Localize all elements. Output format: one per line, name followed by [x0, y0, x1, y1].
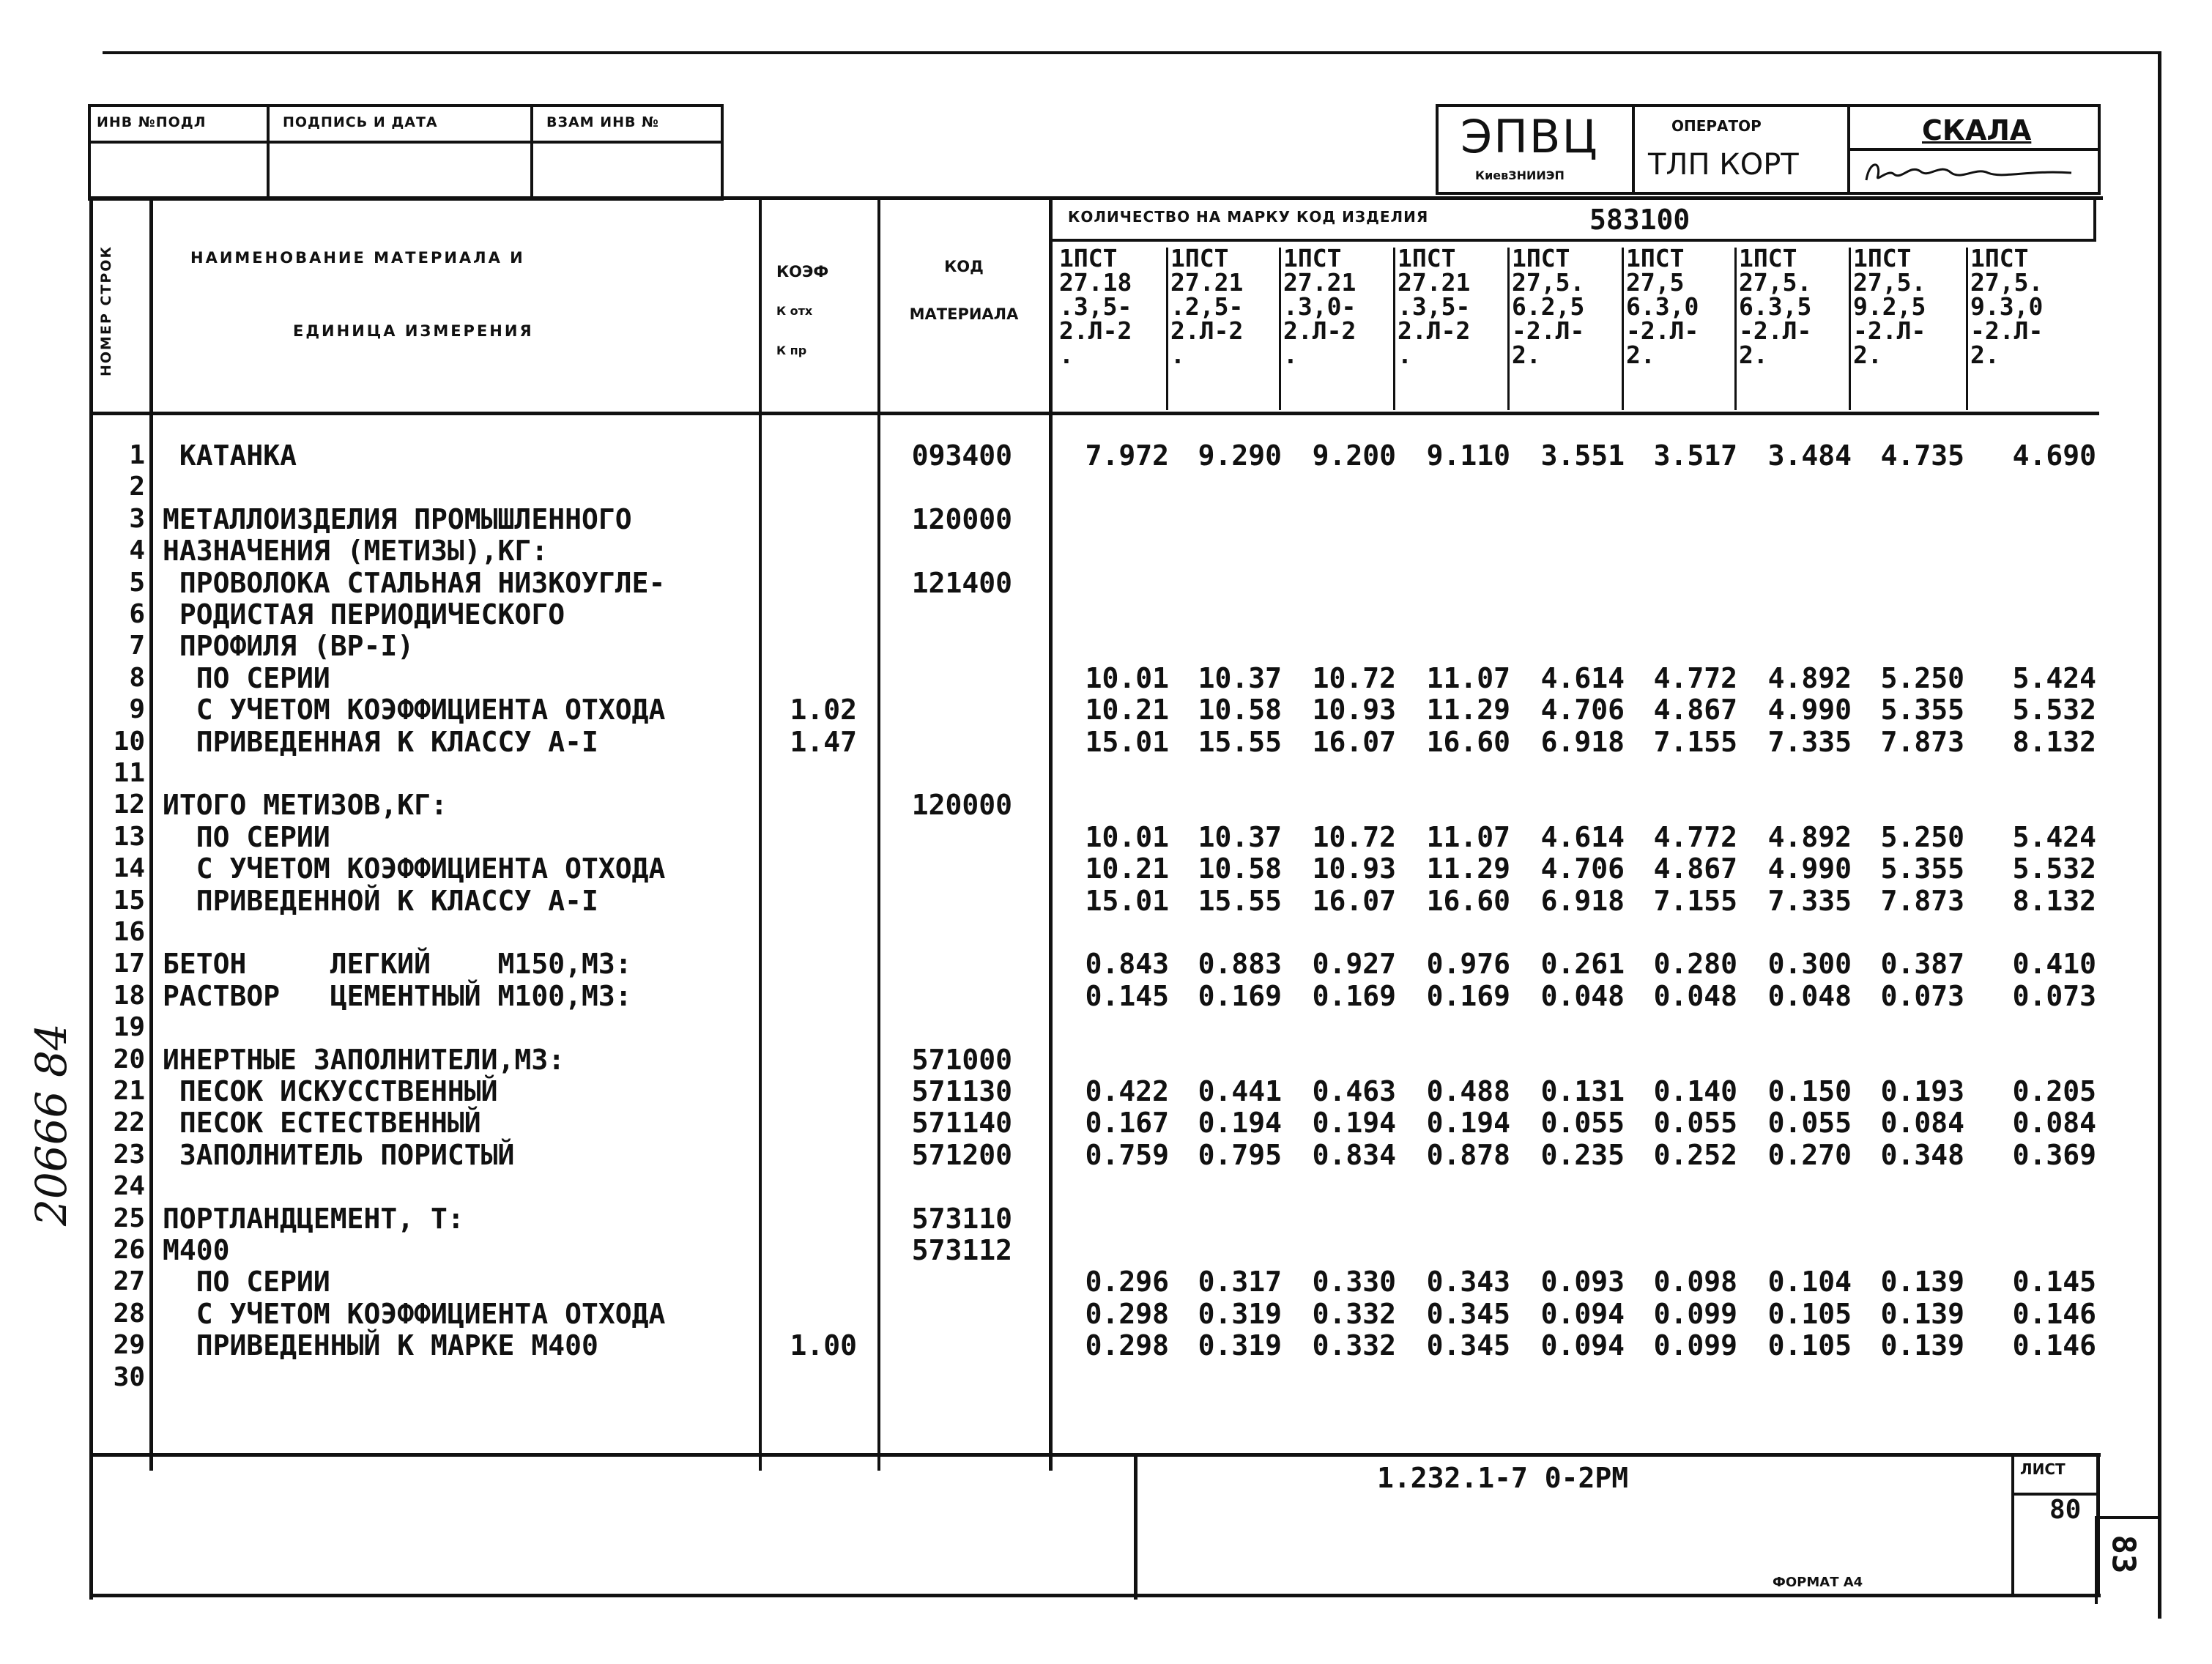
row-number: 10	[113, 727, 145, 757]
material-code: 571000	[911, 1044, 1012, 1076]
quantity-cell: 0.927	[1312, 948, 1396, 980]
quantity-cell: 0.048	[1540, 980, 1625, 1012]
quantity-cell: 0.300	[1767, 948, 1852, 980]
row-number: 24	[113, 1171, 145, 1201]
stamp-inv-label: ИНВ №ПОДЛ	[97, 114, 207, 130]
signature-image	[1859, 154, 2079, 186]
mark-header-6: 1ПСТ 27,5 6.3,0 -2.Л- 2.	[1626, 244, 1699, 369]
quantity-cell: 0.150	[1767, 1075, 1852, 1107]
quantity-cell: 9.110	[1426, 439, 1510, 472]
quantity-cell: 0.073	[2012, 980, 2096, 1012]
footer-bottom-line	[89, 1594, 2101, 1597]
quantity-cell: 9.200	[1312, 439, 1396, 472]
quantity-cell: 0.105	[1767, 1329, 1852, 1362]
quantity-cell: 0.441	[1198, 1075, 1282, 1107]
mark-header-4: 1ПСТ 27.21 .3,5- 2.Л-2 .	[1398, 244, 1471, 369]
quantity-cell: 11.29	[1426, 694, 1510, 726]
frame-top-line	[103, 51, 2161, 54]
quantity-cell: 3.551	[1540, 439, 1625, 472]
row-number: 25	[113, 1203, 145, 1233]
quantity-cell: 10.21	[1085, 694, 1169, 726]
quantity-cell: 7.873	[1880, 885, 1964, 917]
header-coef	[776, 252, 828, 371]
margin-number-box	[7, 952, 95, 1230]
quantity-cell: 0.055	[1540, 1107, 1625, 1139]
quantity-cell: 11.29	[1426, 853, 1510, 885]
quantity-cell: 0.235	[1540, 1139, 1625, 1171]
quantity-cell: 15.01	[1085, 885, 1169, 917]
quantity-cell: 0.280	[1653, 948, 1737, 980]
quantity-cell: 0.759	[1085, 1139, 1169, 1171]
page-number: 83	[2104, 1534, 2142, 1574]
quantity-cell: 0.387	[1880, 948, 1964, 980]
material-code: 121400	[911, 567, 1012, 599]
quantity-cell: 15.01	[1085, 726, 1169, 758]
material-code: 573112	[911, 1234, 1012, 1266]
mark-divider-5	[1622, 248, 1624, 410]
row-number: 9	[129, 694, 145, 724]
quantity-cell: 0.099	[1653, 1298, 1737, 1330]
page-box-left	[2095, 1516, 2098, 1604]
quantity-cell: 0.140	[1653, 1075, 1737, 1107]
coefficient: 1.47	[790, 726, 857, 758]
material-name: ПО СЕРИИ	[163, 662, 330, 694]
quantity-cell: 0.332	[1312, 1329, 1396, 1362]
material-code: 120000	[911, 503, 1012, 535]
quantity-cell: 0.084	[2012, 1107, 2096, 1139]
quantity-cell: 4.706	[1540, 853, 1625, 885]
quantity-cell: 0.193	[1880, 1075, 1964, 1107]
mark-header-9: 1ПСТ 27,5. 9.3,0 -2.Л- 2.	[1970, 244, 2044, 369]
material-name: М400	[163, 1234, 230, 1266]
quantity-cell: 0.194	[1312, 1107, 1396, 1139]
quantity-cell: 4.690	[2012, 439, 2096, 472]
quantity-cell: 10.58	[1198, 853, 1282, 885]
material-name: НАЗНАЧЕНИЯ (МЕТИЗЫ),КГ:	[163, 535, 549, 567]
quantity-cell: 0.976	[1426, 948, 1510, 980]
quantity-cell: 4.735	[1880, 439, 1964, 472]
quantity-cell: 0.139	[1880, 1329, 1964, 1362]
quantity-cell: 0.261	[1540, 948, 1625, 980]
doc-code: 1.232.1-7 0-2РМ	[1377, 1462, 1629, 1494]
margin-number: 20666 84	[26, 1023, 76, 1226]
material-name: ПРИВЕДЕННЫЙ К МАРКЕ М400	[163, 1329, 598, 1362]
mark-divider-2	[1279, 248, 1281, 410]
mark-header-7: 1ПСТ 27,5. 6.3,5 -2.Л- 2.	[1739, 244, 1812, 369]
quantity-cell: 4.614	[1540, 821, 1625, 853]
col-divider-right-top	[2093, 196, 2096, 240]
row-number: 12	[113, 790, 145, 820]
quantity-cell: 7.335	[1767, 726, 1852, 758]
quantity-cell: 7.155	[1653, 726, 1737, 758]
material-name: ПЕСОК ИСКУССТВЕННЫЙ	[163, 1075, 498, 1107]
quantity-cell: 9.290	[1198, 439, 1282, 472]
operator-value: ТЛП КОРТ	[1648, 148, 1799, 182]
quantity-cell: 16.60	[1426, 885, 1510, 917]
quantity-cell: 6.918	[1540, 726, 1625, 758]
quantity-cell: 0.048	[1767, 980, 1852, 1012]
material-name: ИТОГО МЕТИЗОВ,КГ:	[163, 789, 448, 821]
mark-divider-7	[1849, 248, 1851, 410]
header-material-line1: НАИМЕНОВАНИЕ МАТЕРИАЛА И	[190, 249, 525, 267]
quantity-cell: 0.169	[1426, 980, 1510, 1012]
material-name: ЗАПОЛНИТЕЛЬ ПОРИСТЫЙ	[163, 1139, 515, 1171]
material-name: ИНЕРТНЫЕ ЗАПОЛНИТЕЛИ,М3:	[163, 1044, 565, 1076]
header-material-line2: ЕДИНИЦА ИЗМЕРЕНИЯ	[293, 322, 534, 340]
sheet-box-left	[2011, 1453, 2014, 1597]
quantity-cell: 0.348	[1880, 1139, 1964, 1171]
quantity-cell: 0.169	[1312, 980, 1396, 1012]
quantity-cell: 0.146	[2012, 1329, 2096, 1362]
quantity-cell: 0.410	[2012, 948, 2096, 980]
footer-divider	[1134, 1453, 1137, 1600]
quantity-cell: 0.055	[1653, 1107, 1737, 1139]
quantity-cell: 0.105	[1767, 1298, 1852, 1330]
quantity-cell: 0.093	[1540, 1266, 1625, 1298]
row-number: 13	[113, 822, 145, 852]
quantity-cell: 0.298	[1085, 1298, 1169, 1330]
quantity-cell: 7.335	[1767, 885, 1852, 917]
quantity-cell: 7.155	[1653, 885, 1737, 917]
row-number: 23	[113, 1140, 145, 1170]
mark-divider-3	[1393, 248, 1395, 410]
mark-header-8: 1ПСТ 27,5. 9.2,5 -2.Л- 2.	[1853, 244, 1926, 369]
quantity-cell: 11.07	[1426, 821, 1510, 853]
row-number: 26	[113, 1235, 145, 1265]
sheet-label: ЛИСТ	[2020, 1460, 2066, 1478]
quantity-cell: 0.843	[1085, 948, 1169, 980]
material-code: 571140	[911, 1107, 1012, 1139]
mark-header-3: 1ПСТ 27.21 .3,0- 2.Л-2 .	[1283, 244, 1356, 369]
material-code: 571130	[911, 1075, 1012, 1107]
frame-right-line	[2158, 51, 2161, 1619]
quantity-cell: 0.073	[1880, 980, 1964, 1012]
quantity-cell: 0.330	[1312, 1266, 1396, 1298]
quantity-cell: 10.37	[1198, 821, 1282, 853]
quantity-cell: 10.72	[1312, 662, 1396, 694]
mark-divider-1	[1166, 248, 1168, 410]
col-divider-coef	[877, 196, 880, 1471]
material-name: ПРИВЕДЕННОЙ К КЛАССУ А-I	[163, 885, 598, 917]
row-number: 18	[113, 981, 145, 1011]
row-number: 28	[113, 1299, 145, 1329]
quantity-cell: 7.972	[1085, 439, 1169, 472]
header-row-number: НОМЕР СТРОК	[98, 245, 114, 377]
row-number: 14	[113, 853, 145, 883]
quantity-cell: 0.298	[1085, 1329, 1169, 1362]
quantity-cell: 5.532	[2012, 853, 2096, 885]
operator-label: ОПЕРАТОР	[1671, 117, 1762, 135]
material-name: РАСТВОР ЦЕМЕНТНЫЙ М100,М3:	[163, 980, 632, 1012]
org-name: ЭПВЦ	[1461, 110, 1599, 163]
material-code: 573110	[911, 1203, 1012, 1235]
quantity-cell: 0.099	[1653, 1329, 1737, 1362]
quantity-cell: 0.345	[1426, 1329, 1510, 1362]
row-number: 17	[113, 948, 145, 978]
stamp-signature-label: ПОДПИСЬ И ДАТА	[283, 114, 438, 130]
quantity-cell: 10.01	[1085, 662, 1169, 694]
quantity-cell: 10.58	[1198, 694, 1282, 726]
row-number: 7	[129, 631, 145, 661]
quantity-cell: 0.317	[1198, 1266, 1282, 1298]
quantity-cell: 0.094	[1540, 1298, 1625, 1330]
mark-divider-4	[1507, 248, 1510, 410]
quantity-cell: 10.93	[1312, 694, 1396, 726]
material-name: БЕТОН ЛЕГКИЙ М150,М3:	[163, 948, 632, 980]
quantity-cell: 16.60	[1426, 726, 1510, 758]
quantity-cell: 0.883	[1198, 948, 1282, 980]
quantity-cell: 4.867	[1653, 853, 1737, 885]
quantity-cell: 0.332	[1312, 1298, 1396, 1330]
material-code: 120000	[911, 789, 1012, 821]
quantity-cell: 4.706	[1540, 694, 1625, 726]
header-coef-line1: КОЭФ	[776, 263, 829, 281]
quantity-cell: 5.532	[2012, 694, 2096, 726]
header-code	[891, 252, 1037, 347]
sheet-number: 80	[2049, 1495, 2082, 1525]
row-number: 4	[129, 535, 145, 565]
quantity-cell: 0.167	[1085, 1107, 1169, 1139]
quantity-cell: 0.270	[1767, 1139, 1852, 1171]
quantity-cell: 0.296	[1085, 1266, 1169, 1298]
quantity-cell: 0.345	[1426, 1298, 1510, 1330]
footer-left-line	[89, 1453, 93, 1600]
quantity-cell: 4.990	[1767, 694, 1852, 726]
quantity-cell: 4.772	[1653, 821, 1737, 853]
quantity-cell: 4.892	[1767, 821, 1852, 853]
quantity-cell: 10.93	[1312, 853, 1396, 885]
quantity-cell: 8.132	[2012, 885, 2096, 917]
quantity-cell: 15.55	[1198, 726, 1282, 758]
quantity-cell: 0.169	[1198, 980, 1282, 1012]
quantity-cell: 0.834	[1312, 1139, 1396, 1171]
material-name: ПО СЕРИИ	[163, 821, 330, 853]
material-name: ПРОВОЛОКА СТАЛЬНАЯ НИЗКОУГЛЕ-	[163, 567, 666, 599]
format-label: ФОРМАТ А4	[1773, 1575, 1863, 1590]
quantity-cell: 0.463	[1312, 1075, 1396, 1107]
row-number: 2	[129, 472, 145, 502]
quantity-cell: 0.048	[1653, 980, 1737, 1012]
material-name: КАТАНКА	[163, 439, 297, 472]
row-number: 11	[113, 758, 145, 788]
quantity-cell: 5.355	[1880, 694, 1964, 726]
skala-label: СКАЛА	[1922, 114, 2032, 146]
quantity-cell: 0.094	[1540, 1329, 1625, 1362]
material-name: ПЕСОК ЕСТЕСТВЕННЫЙ	[163, 1107, 481, 1139]
quantity-cell: 0.343	[1426, 1266, 1510, 1298]
quantity-cell: 4.990	[1767, 853, 1852, 885]
row-number: 8	[129, 663, 145, 693]
quantity-cell: 16.07	[1312, 885, 1396, 917]
quantity-cell: 0.205	[2012, 1075, 2096, 1107]
quantity-cell: 0.139	[1880, 1266, 1964, 1298]
quantity-cell: 11.07	[1426, 662, 1510, 694]
quantity-cell: 10.21	[1085, 853, 1169, 885]
row-number: 27	[113, 1266, 145, 1296]
header-quantity-label: КОЛИЧЕСТВО НА МАРКУ КОД ИЗДЕЛИЯ	[1068, 208, 1429, 226]
col-divider-name	[759, 196, 762, 1471]
material-name: С УЧЕТОМ КОЭФФИЦИЕНТА ОТХОДА	[163, 853, 666, 885]
row-number: 1	[129, 440, 145, 470]
quantity-header-line	[1049, 239, 2096, 242]
quantity-cell: 0.319	[1198, 1329, 1282, 1362]
stamp-top-left	[88, 104, 724, 201]
header-coef-line3: К пр	[776, 343, 807, 357]
header-code-line2: МАТЕРИАЛА	[909, 305, 1019, 323]
header-product-code: 583100	[1589, 204, 1690, 236]
quantity-cell: 0.878	[1426, 1139, 1510, 1171]
quantity-cell: 4.892	[1767, 662, 1852, 694]
material-name: ПРОФИЛЯ (ВР-I)	[163, 630, 415, 662]
row-number: 5	[129, 568, 145, 598]
quantity-cell: 0.146	[2012, 1298, 2096, 1330]
header-bottom-line	[89, 412, 2099, 415]
quantity-cell: 10.01	[1085, 821, 1169, 853]
table-bottom-line	[89, 1453, 2101, 1457]
quantity-cell: 0.488	[1426, 1075, 1510, 1107]
quantity-cell: 0.104	[1767, 1266, 1852, 1298]
quantity-cell: 0.084	[1880, 1107, 1964, 1139]
material-code: 571200	[911, 1139, 1012, 1171]
quantity-cell: 5.424	[2012, 821, 2096, 853]
mark-divider-8	[1966, 248, 1968, 410]
stamp-vzam-label: ВЗАМ ИНВ №	[546, 114, 659, 130]
quantity-cell: 0.145	[2012, 1266, 2096, 1298]
mark-divider-6	[1734, 248, 1737, 410]
quantity-cell: 7.873	[1880, 726, 1964, 758]
quantity-cell: 4.867	[1653, 694, 1737, 726]
row-number: 16	[113, 917, 145, 947]
row-number: 21	[113, 1076, 145, 1106]
coefficient: 1.02	[790, 694, 857, 726]
mark-header-5: 1ПСТ 27,5. 6.2,5 -2.Л- 2.	[1512, 244, 1585, 369]
quantity-cell: 3.517	[1653, 439, 1737, 472]
quantity-cell: 0.194	[1198, 1107, 1282, 1139]
row-number: 29	[113, 1330, 145, 1360]
org-subname: КиевЗНИИЭП	[1475, 168, 1565, 182]
material-code: 093400	[911, 439, 1012, 472]
row-number: 15	[113, 885, 145, 915]
quantity-cell: 0.795	[1198, 1139, 1282, 1171]
row-number: 3	[129, 504, 145, 534]
mark-header-1: 1ПСТ 27.18 .3,5- 2.Л-2 .	[1059, 244, 1132, 369]
header-code-line1: КОД	[944, 258, 984, 275]
material-name: С УЧЕТОМ КОЭФФИЦИЕНТА ОТХОДА	[163, 1298, 666, 1330]
quantity-cell: 5.424	[2012, 662, 2096, 694]
mark-header-2: 1ПСТ 27.21 .2,5- 2.Л-2 .	[1170, 244, 1244, 369]
col-divider-code	[1049, 196, 1053, 1471]
material-name: ПОРТЛАНДЦЕМЕНТ, Т:	[163, 1203, 464, 1235]
quantity-cell: 0.139	[1880, 1298, 1964, 1330]
coefficient: 1.00	[790, 1329, 857, 1362]
row-number: 19	[113, 1012, 145, 1042]
quantity-cell: 6.918	[1540, 885, 1625, 917]
quantity-cell: 5.250	[1880, 821, 1964, 853]
header-coef-line2: К отх	[776, 304, 813, 318]
quantity-cell: 0.194	[1426, 1107, 1510, 1139]
quantity-cell: 5.250	[1880, 662, 1964, 694]
quantity-cell: 0.055	[1767, 1107, 1852, 1139]
row-number: 22	[113, 1107, 145, 1137]
material-name: ПРИВЕДЕННАЯ К КЛАССУ А-I	[163, 726, 598, 758]
row-number: 20	[113, 1044, 145, 1074]
quantity-cell: 0.422	[1085, 1075, 1169, 1107]
col-divider-rownum	[149, 196, 153, 1471]
quantity-cell: 4.614	[1540, 662, 1625, 694]
quantity-cell: 4.772	[1653, 662, 1737, 694]
material-name: МЕТАЛЛОИЗДЕЛИЯ ПРОМЫШЛЕННОГО	[163, 503, 632, 535]
quantity-cell: 0.098	[1653, 1266, 1737, 1298]
quantity-cell: 0.131	[1540, 1075, 1625, 1107]
page-box-top	[2095, 1516, 2161, 1519]
material-name: ПО СЕРИИ	[163, 1266, 330, 1298]
org-block	[1436, 104, 2101, 195]
quantity-cell: 3.484	[1767, 439, 1852, 472]
quantity-cell: 0.319	[1198, 1298, 1282, 1330]
quantity-cell: 8.132	[2012, 726, 2096, 758]
material-name: С УЧЕТОМ КОЭФФИЦИЕНТА ОТХОДА	[163, 694, 666, 726]
quantity-cell: 5.355	[1880, 853, 1964, 885]
quantity-cell: 16.07	[1312, 726, 1396, 758]
quantity-cell: 10.37	[1198, 662, 1282, 694]
material-name: РОДИСТАЯ ПЕРИОДИЧЕСКОГО	[163, 598, 565, 631]
quantity-cell: 0.145	[1085, 980, 1169, 1012]
row-number: 30	[113, 1362, 145, 1392]
quantity-cell: 0.369	[2012, 1139, 2096, 1171]
quantity-cell: 0.252	[1653, 1139, 1737, 1171]
row-number: 6	[129, 599, 145, 629]
quantity-cell: 10.72	[1312, 821, 1396, 853]
quantity-cell: 15.55	[1198, 885, 1282, 917]
